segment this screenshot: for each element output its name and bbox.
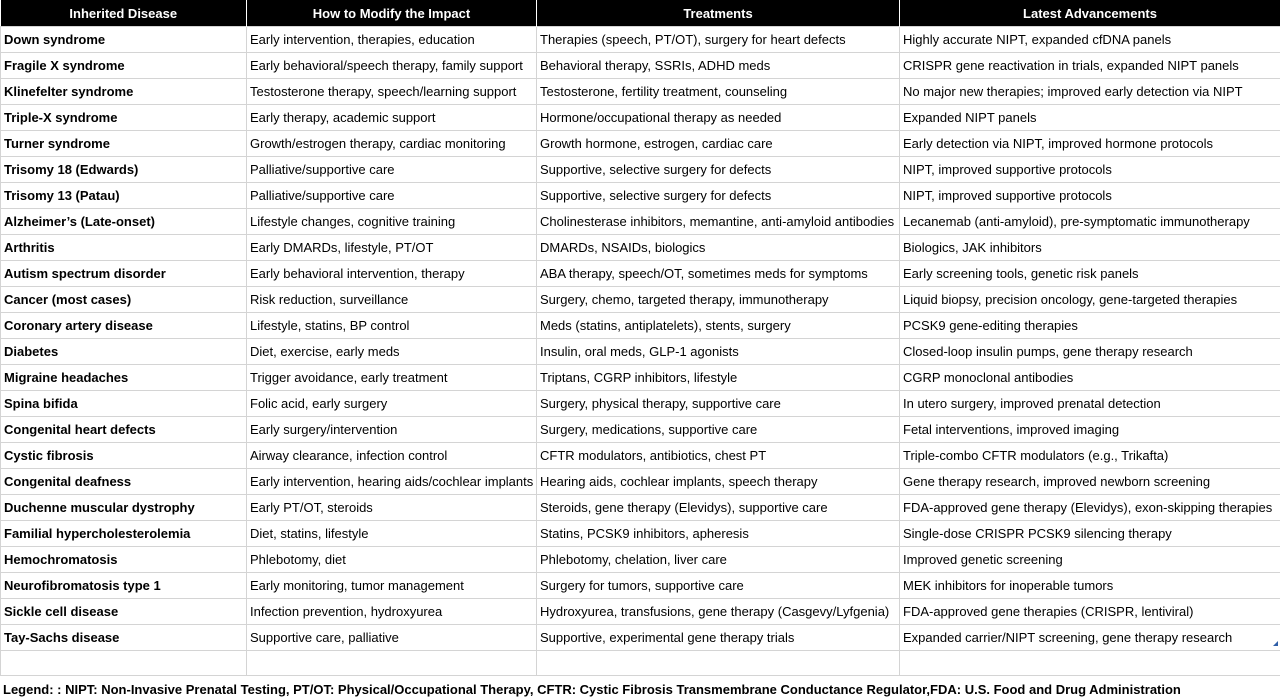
advancements-cell[interactable]: MEK inhibitors for inoperable tumors <box>900 573 1280 599</box>
advancements-cell[interactable]: Gene therapy research, improved newborn screening <box>900 469 1280 495</box>
advancements-cell[interactable]: Closed-loop insulin pumps, gene therapy research <box>900 339 1280 365</box>
treatments-cell[interactable]: Therapies (speech, PT/OT), surgery for heart defects <box>537 27 900 53</box>
table-row <box>1 469 1280 495</box>
header-treatments[interactable]: Treatments <box>537 0 900 27</box>
table-row <box>1 261 1280 287</box>
disease-cell[interactable]: Hemochromatosis <box>1 547 247 573</box>
table-row <box>1 131 1280 157</box>
empty-cell[interactable] <box>537 651 900 676</box>
empty-cell[interactable] <box>1 651 247 676</box>
modify-impact-cell[interactable]: Diet, exercise, early meds <box>247 339 537 365</box>
treatments-cell[interactable]: Hearing aids, cochlear implants, speech therapy <box>537 469 900 495</box>
fill-handle[interactable] <box>1273 641 1278 646</box>
table-row <box>1 209 1280 235</box>
advancements-cell[interactable]: FDA-approved gene therapy (Elevidys), exon-skipping therapies <box>900 495 1280 521</box>
modify-impact-cell[interactable]: Early behavioral/speech therapy, family support <box>247 53 537 79</box>
disease-cell[interactable]: Cancer (most cases) <box>1 287 247 313</box>
modify-impact-cell[interactable]: Palliative/supportive care <box>247 183 537 209</box>
modify-impact-cell[interactable]: Early PT/OT, steroids <box>247 495 537 521</box>
table-row <box>1 547 1280 573</box>
advancements-cell[interactable]: PCSK9 gene-editing therapies <box>900 313 1280 339</box>
advancements-cell[interactable]: NIPT, improved supportive protocols <box>900 183 1280 209</box>
treatments-cell[interactable]: Steroids, gene therapy (Elevidys), supportive care <box>537 495 900 521</box>
table-body <box>1 27 1280 676</box>
treatments-cell[interactable]: Surgery, physical therapy, supportive care <box>537 391 900 417</box>
treatments-cell[interactable]: CFTR modulators, antibiotics, chest PT <box>537 443 900 469</box>
table-row <box>1 235 1280 261</box>
modify-impact-cell[interactable]: Infection prevention, hydroxyurea <box>247 599 537 625</box>
table-row <box>1 391 1280 417</box>
treatments-cell[interactable]: Supportive, selective surgery for defects <box>537 157 900 183</box>
advancements-cell[interactable]: FDA-approved gene therapies (CRISPR, lentiviral) <box>900 599 1280 625</box>
disease-cell[interactable]: Triple-X syndrome <box>1 105 247 131</box>
disease-cell[interactable]: Fragile X syndrome <box>1 53 247 79</box>
treatments-cell[interactable]: Hormone/occupational therapy as needed <box>537 105 900 131</box>
advancements-cell[interactable]: Liquid biopsy, precision oncology, gene-targeted therapies <box>900 287 1280 313</box>
advancements-cell[interactable]: Expanded carrier/NIPT screening, gene therapy research <box>900 625 1280 651</box>
modify-impact-cell[interactable]: Early behavioral intervention, therapy <box>247 261 537 287</box>
disease-cell[interactable]: Congenital deafness <box>1 469 247 495</box>
disease-cell[interactable]: Trisomy 18 (Edwards) <box>1 157 247 183</box>
disease-cell[interactable]: Diabetes <box>1 339 247 365</box>
advancements-cell[interactable]: Expanded NIPT panels <box>900 105 1280 131</box>
modify-impact-cell[interactable]: Testosterone therapy, speech/learning support <box>247 79 537 105</box>
disease-cell[interactable]: Sickle cell disease <box>1 599 247 625</box>
treatments-cell[interactable]: Surgery, medications, supportive care <box>537 417 900 443</box>
treatments-cell[interactable]: ABA therapy, speech/OT, sometimes meds for symptoms <box>537 261 900 287</box>
modify-impact-cell[interactable]: Trigger avoidance, early treatment <box>247 365 537 391</box>
disease-cell[interactable]: Coronary artery disease <box>1 313 247 339</box>
header-inherited-disease[interactable]: Inherited Disease <box>1 0 247 27</box>
treatments-cell[interactable]: Meds (statins, antiplatelets), stents, surgery <box>537 313 900 339</box>
empty-cell[interactable] <box>247 651 537 676</box>
modify-impact-cell[interactable]: Phlebotomy, diet <box>247 547 537 573</box>
table-row <box>1 495 1280 521</box>
disease-cell[interactable]: Familial hypercholesterolemia <box>1 521 247 547</box>
treatments-cell[interactable]: Statins, PCSK9 inhibitors, apheresis <box>537 521 900 547</box>
disease-cell[interactable]: Down syndrome <box>1 27 247 53</box>
modify-impact-cell[interactable]: Early intervention, hearing aids/cochlear implants <box>247 469 537 495</box>
treatments-cell[interactable]: DMARDs, NSAIDs, biologics <box>537 235 900 261</box>
advancements-cell[interactable]: Improved genetic screening <box>900 547 1280 573</box>
header-latest-advancements[interactable]: Latest Advancements <box>900 0 1280 27</box>
advancements-cell[interactable]: Highly accurate NIPT, expanded cfDNA panels <box>900 27 1280 53</box>
table-row <box>1 287 1280 313</box>
table-row <box>1 53 1280 79</box>
disease-cell[interactable]: Migraine headaches <box>1 365 247 391</box>
modify-impact-cell[interactable]: Folic acid, early surgery <box>247 391 537 417</box>
treatments-cell[interactable]: Triptans, CGRP inhibitors, lifestyle <box>537 365 900 391</box>
advancements-cell[interactable]: NIPT, improved supportive protocols <box>900 157 1280 183</box>
advancements-cell[interactable]: Triple-combo CFTR modulators (e.g., Trikafta) <box>900 443 1280 469</box>
modify-impact-cell[interactable]: Airway clearance, infection control <box>247 443 537 469</box>
modify-impact-cell[interactable]: Early surgery/intervention <box>247 417 537 443</box>
table-row <box>1 27 1280 53</box>
table-row <box>1 417 1280 443</box>
disease-cell[interactable]: Congenital heart defects <box>1 417 247 443</box>
modify-impact-cell[interactable]: Early therapy, academic support <box>247 105 537 131</box>
disease-cell[interactable]: Arthritis <box>1 235 247 261</box>
advancements-cell[interactable]: In utero surgery, improved prenatal detection <box>900 391 1280 417</box>
disease-cell[interactable]: Klinefelter syndrome <box>1 79 247 105</box>
modify-impact-cell[interactable]: Diet, statins, lifestyle <box>247 521 537 547</box>
modify-impact-cell[interactable]: Palliative/supportive care <box>247 157 537 183</box>
header-modify-impact[interactable]: How to Modify the Impact <box>247 0 537 27</box>
treatments-cell[interactable]: Behavioral therapy, SSRIs, ADHD meds <box>537 53 900 79</box>
treatments-cell[interactable]: Hydroxyurea, transfusions, gene therapy (Casgevy/Lyfgenia) <box>537 599 900 625</box>
advancements-cell[interactable]: Fetal interventions, improved imaging <box>900 417 1280 443</box>
treatments-cell[interactable]: Cholinesterase inhibitors, memantine, anti-amyloid antibodies <box>537 209 900 235</box>
disease-cell[interactable]: Alzheimer’s (Late-onset) <box>1 209 247 235</box>
modify-impact-cell[interactable]: Risk reduction, surveillance <box>247 287 537 313</box>
table-row <box>1 365 1280 391</box>
treatments-cell[interactable]: Testosterone, fertility treatment, counseling <box>537 79 900 105</box>
advancements-cell[interactable]: Early screening tools, genetic risk panels <box>900 261 1280 287</box>
table-row <box>1 79 1280 105</box>
advancements-cell[interactable]: No major new therapies; improved early detection via NIPT <box>900 79 1280 105</box>
treatments-cell[interactable]: Surgery for tumors, supportive care <box>537 573 900 599</box>
modify-impact-cell[interactable]: Early intervention, therapies, education <box>247 27 537 53</box>
table-row <box>1 625 1280 651</box>
disease-cell[interactable]: Autism spectrum disorder <box>1 261 247 287</box>
table-row <box>1 521 1280 547</box>
table-row <box>1 599 1280 625</box>
modify-impact-cell[interactable]: Lifestyle, statins, BP control <box>247 313 537 339</box>
advancements-cell[interactable]: Lecanemab (anti-amyloid), pre-symptomatic immunotherapy <box>900 209 1280 235</box>
header-row <box>1 0 1280 27</box>
advancements-cell[interactable]: Single-dose CRISPR PCSK9 silencing therapy <box>900 521 1280 547</box>
legend-text: Legend: : NIPT: Non-Invasive Prenatal Testing, PT/OT: Physical/Occupational Therapy, CFTR: Cystic Fibrosis Transmembrane Conductance Regulator,FDA: U.S. Food and Drug Administration <box>3 682 1181 697</box>
disease-cell[interactable]: Cystic fibrosis <box>1 443 247 469</box>
advancements-cell[interactable]: CRISPR gene reactivation in trials, expanded NIPT panels <box>900 53 1280 79</box>
modify-impact-cell[interactable]: Early monitoring, tumor management <box>247 573 537 599</box>
disease-cell[interactable]: Trisomy 13 (Patau) <box>1 183 247 209</box>
treatments-cell[interactable]: Insulin, oral meds, GLP-1 agonists <box>537 339 900 365</box>
treatments-cell[interactable]: Surgery, chemo, targeted therapy, immunotherapy <box>537 287 900 313</box>
table-row <box>1 313 1280 339</box>
disease-cell[interactable]: Tay-Sachs disease <box>1 625 247 651</box>
disease-cell[interactable]: Duchenne muscular dystrophy <box>1 495 247 521</box>
table-row <box>1 573 1280 599</box>
disease-cell[interactable]: Neurofibromatosis type 1 <box>1 573 247 599</box>
modify-impact-cell[interactable]: Growth/estrogen therapy, cardiac monitoring <box>247 131 537 157</box>
table-row <box>1 443 1280 469</box>
table-row <box>1 157 1280 183</box>
modify-impact-cell[interactable]: Early DMARDs, lifestyle, PT/OT <box>247 235 537 261</box>
treatments-cell[interactable]: Phlebotomy, chelation, liver care <box>537 547 900 573</box>
table-row <box>1 339 1280 365</box>
treatments-cell[interactable]: Supportive, selective surgery for defects <box>537 183 900 209</box>
modify-impact-cell[interactable]: Supportive care, palliative <box>247 625 537 651</box>
disease-cell[interactable]: Spina bifida <box>1 391 247 417</box>
empty-row <box>1 651 1280 676</box>
modify-impact-cell[interactable]: Lifestyle changes, cognitive training <box>247 209 537 235</box>
empty-cell[interactable] <box>900 651 1280 676</box>
treatments-cell[interactable]: Growth hormone, estrogen, cardiac care <box>537 131 900 157</box>
advancements-cell[interactable]: Biologics, JAK inhibitors <box>900 235 1280 261</box>
treatments-cell[interactable]: Supportive, experimental gene therapy trials <box>537 625 900 651</box>
disease-cell[interactable]: Turner syndrome <box>1 131 247 157</box>
table-row <box>1 105 1280 131</box>
advancements-cell[interactable]: Early detection via NIPT, improved hormone protocols <box>900 131 1280 157</box>
table-row <box>1 183 1280 209</box>
advancements-cell[interactable]: CGRP monoclonal antibodies <box>900 365 1280 391</box>
